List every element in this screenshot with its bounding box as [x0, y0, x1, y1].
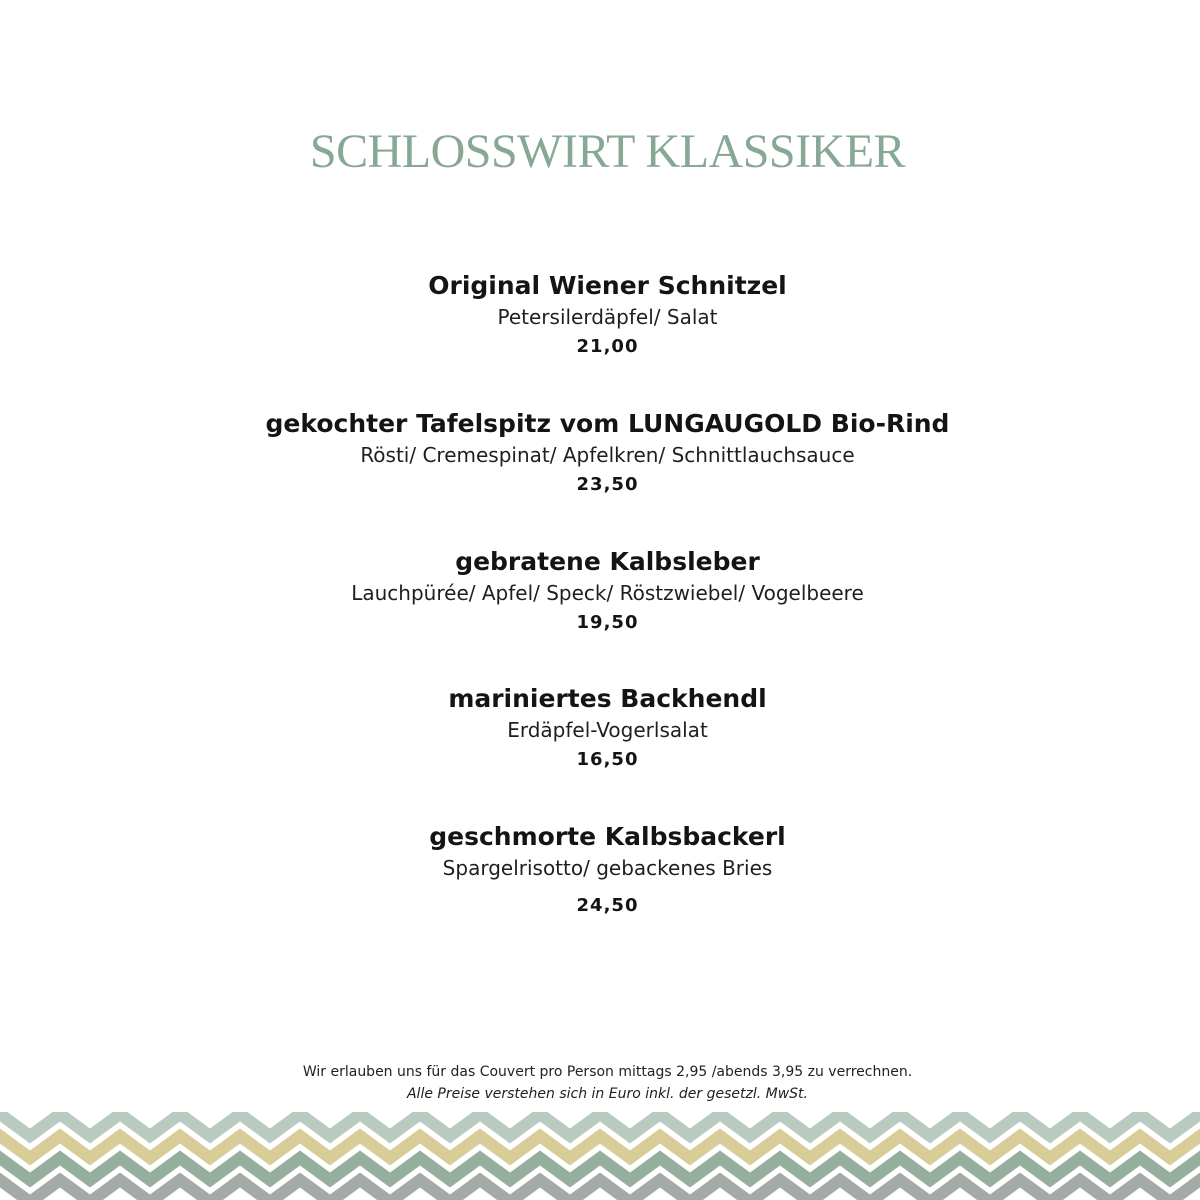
couvert-note: Wir erlauben uns für das Couvert pro Person mittags 2,95 /abends 3,95 zu verrechnen. — [302, 1064, 913, 1080]
menu-item — [0, 683, 1200, 775]
dish-description: Spargelrisotto/ gebackenes Bries — [442, 856, 773, 880]
price-note: Alle Preise verstehen sich in Euro inkl. der gesetzl. MwSt. — [406, 1086, 808, 1102]
dish-name: mariniertes Backhendl — [448, 684, 767, 713]
dish-description: Rösti/ Cremespinat/ Apfelkren/ Schnittlauchsauce — [360, 443, 855, 467]
page-title: SCHLOSSWIRT KLASSIKER — [309, 125, 906, 178]
chevron-pattern — [0, 1112, 1200, 1200]
dish-description: Petersilerdäpfel/ Salat — [497, 305, 718, 329]
dish-name: Original Wiener Schnitzel — [428, 271, 787, 300]
dish-name: gekochter Tafelspitz vom LUNGAUGOLD Bio-Rind — [265, 409, 950, 438]
menu-item — [0, 270, 1200, 362]
menu-item — [0, 821, 1200, 921]
dish-price: 23,50 — [576, 474, 639, 495]
dish-name: geschmorte Kalbsbackerl — [429, 822, 786, 851]
menu-item — [0, 546, 1200, 638]
menu-item — [0, 408, 1200, 500]
dish-price: 16,50 — [576, 749, 639, 770]
dish-description: Lauchpürée/ Apfel/ Speck/ Röstzwiebel/ Vogelbeere — [351, 581, 864, 605]
dish-description: Erdäpfel-Vogerlsalat — [507, 718, 708, 742]
dish-price: 19,50 — [576, 612, 639, 633]
footer-note — [0, 1061, 1200, 1105]
dish-price: 24,50 — [576, 895, 639, 916]
dish-price: 21,00 — [576, 336, 639, 357]
dish-name: gebratene Kalbsleber — [455, 547, 760, 576]
